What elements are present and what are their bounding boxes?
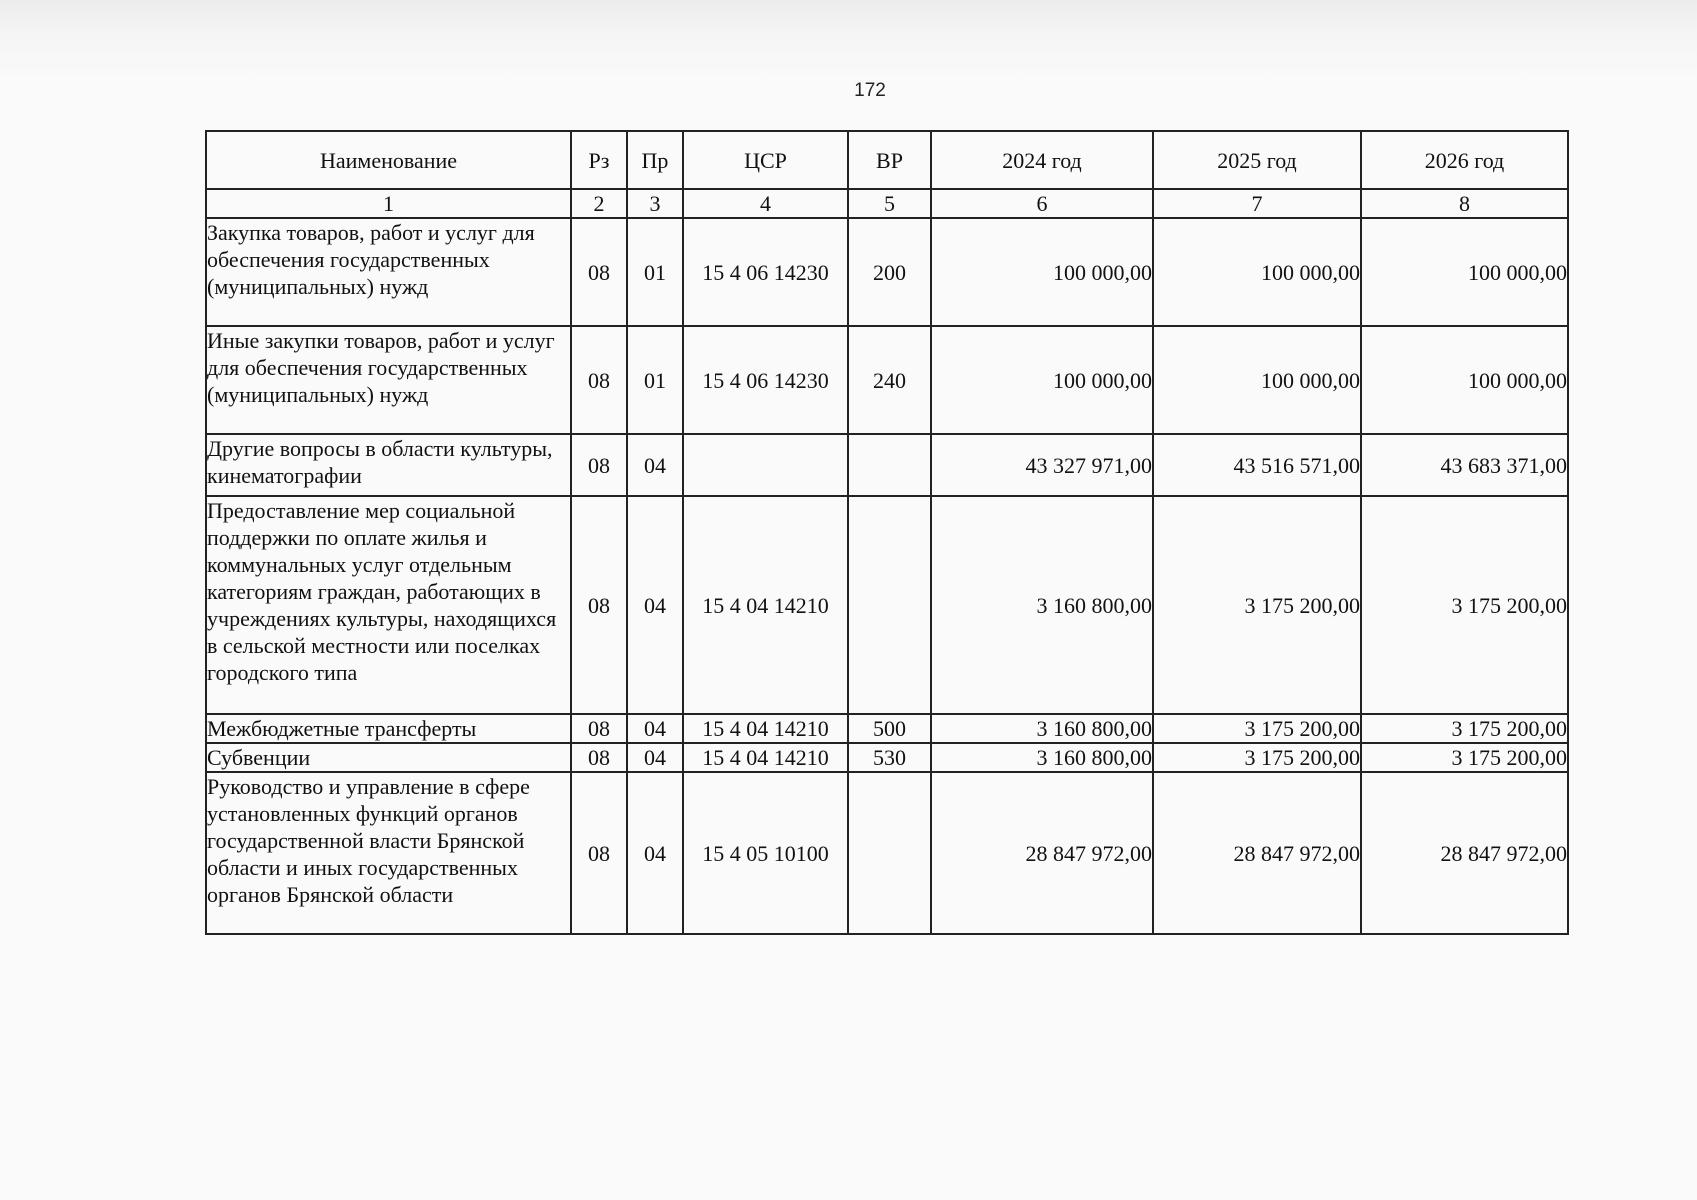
- header-2024: 2024 год: [931, 131, 1153, 189]
- column-number: 1: [206, 189, 571, 218]
- column-number: 8: [1361, 189, 1568, 218]
- row-name: Субвенции: [206, 743, 571, 772]
- column-number: 2: [571, 189, 627, 218]
- row-vr: 240: [848, 326, 931, 434]
- table-row: [206, 326, 1568, 434]
- row-rz: 08: [571, 326, 627, 434]
- row-rz: 08: [571, 772, 627, 934]
- table-row: [206, 434, 1568, 496]
- header-vr: ВР: [848, 131, 931, 189]
- header-pr: Пр: [627, 131, 683, 189]
- column-number-row: [206, 189, 1568, 218]
- row-vr: 500: [848, 714, 931, 743]
- scan-header-noise: [0, 0, 1697, 80]
- column-number: 3: [627, 189, 683, 218]
- row-csr: [683, 434, 848, 496]
- row-rz: 08: [571, 714, 627, 743]
- header-2026: 2026 год: [1361, 131, 1568, 189]
- row-amount-2024: 100 000,00: [931, 218, 1153, 326]
- header-csr: ЦСР: [683, 131, 848, 189]
- row-amount-2024: 100 000,00: [931, 326, 1153, 434]
- row-pr: 04: [627, 496, 683, 714]
- column-number: 7: [1153, 189, 1361, 218]
- header-rz: Рз: [571, 131, 627, 189]
- row-pr: 04: [627, 434, 683, 496]
- column-number: 4: [683, 189, 848, 218]
- row-csr: 15 4 04 14210: [683, 714, 848, 743]
- row-amount-2025: 100 000,00: [1153, 218, 1361, 326]
- row-amount-2025: 28 847 972,00: [1153, 772, 1361, 934]
- row-rz: 08: [571, 496, 627, 714]
- row-vr: [848, 496, 931, 714]
- row-amount-2024: 3 160 800,00: [931, 743, 1153, 772]
- row-vr: [848, 434, 931, 496]
- row-amount-2026: 43 683 371,00: [1361, 434, 1568, 496]
- row-vr: 530: [848, 743, 931, 772]
- row-pr: 04: [627, 772, 683, 934]
- row-amount-2024: 3 160 800,00: [931, 714, 1153, 743]
- column-number: 6: [931, 189, 1153, 218]
- row-csr: 15 4 06 14230: [683, 326, 848, 434]
- row-amount-2026: 3 175 200,00: [1361, 743, 1568, 772]
- table-row: [206, 743, 1568, 772]
- row-name: Межбюджетные трансферты: [206, 714, 571, 743]
- row-vr: 200: [848, 218, 931, 326]
- budget-table: [205, 130, 1569, 935]
- row-pr: 01: [627, 218, 683, 326]
- row-name: Закупка товаров, работ и услуг для обеспечения государственных (муниципальных) нужд: [206, 218, 571, 326]
- header-row: [206, 131, 1568, 189]
- row-pr: 04: [627, 743, 683, 772]
- row-amount-2025: 3 175 200,00: [1153, 714, 1361, 743]
- table-row: [206, 218, 1568, 326]
- row-rz: 08: [571, 218, 627, 326]
- row-vr: [848, 772, 931, 934]
- row-pr: 04: [627, 714, 683, 743]
- row-rz: 08: [571, 434, 627, 496]
- row-csr: 15 4 06 14230: [683, 218, 848, 326]
- row-csr: 15 4 04 14210: [683, 743, 848, 772]
- row-amount-2026: 28 847 972,00: [1361, 772, 1568, 934]
- row-csr: 15 4 05 10100: [683, 772, 848, 934]
- row-amount-2025: 100 000,00: [1153, 326, 1361, 434]
- row-name: Иные закупки товаров, работ и услуг для обеспечения государственных (муниципальных) нужд: [206, 326, 571, 434]
- table-row: [206, 714, 1568, 743]
- row-amount-2026: 3 175 200,00: [1361, 496, 1568, 714]
- row-amount-2024: 28 847 972,00: [931, 772, 1153, 934]
- table-row: [206, 496, 1568, 714]
- row-rz: 08: [571, 743, 627, 772]
- row-amount-2026: 100 000,00: [1361, 218, 1568, 326]
- row-name: Другие вопросы в области культуры, кинематографии: [206, 434, 571, 496]
- row-amount-2025: 43 516 571,00: [1153, 434, 1361, 496]
- header-name: Наименование: [206, 131, 571, 189]
- row-amount-2026: 100 000,00: [1361, 326, 1568, 434]
- row-amount-2024: 43 327 971,00: [931, 434, 1153, 496]
- row-amount-2026: 3 175 200,00: [1361, 714, 1568, 743]
- row-name: Руководство и управление в сфере установленных функций органов государственной власти Брянской области и иных государственных органов Брянской области: [206, 772, 571, 934]
- page-number: 172: [854, 80, 886, 101]
- column-number: 5: [848, 189, 931, 218]
- row-csr: 15 4 04 14210: [683, 496, 848, 714]
- row-amount-2025: 3 175 200,00: [1153, 496, 1361, 714]
- row-amount-2025: 3 175 200,00: [1153, 743, 1361, 772]
- row-amount-2024: 3 160 800,00: [931, 496, 1153, 714]
- row-name: Предоставление мер социальной поддержки по оплате жилья и коммунальных услуг отдельным категориям граждан, работающих в учреждениях культуры, находящихся в сельской местности или поселках городского типа: [206, 496, 571, 714]
- table-row: [206, 772, 1568, 934]
- row-pr: 01: [627, 326, 683, 434]
- header-2025: 2025 год: [1153, 131, 1361, 189]
